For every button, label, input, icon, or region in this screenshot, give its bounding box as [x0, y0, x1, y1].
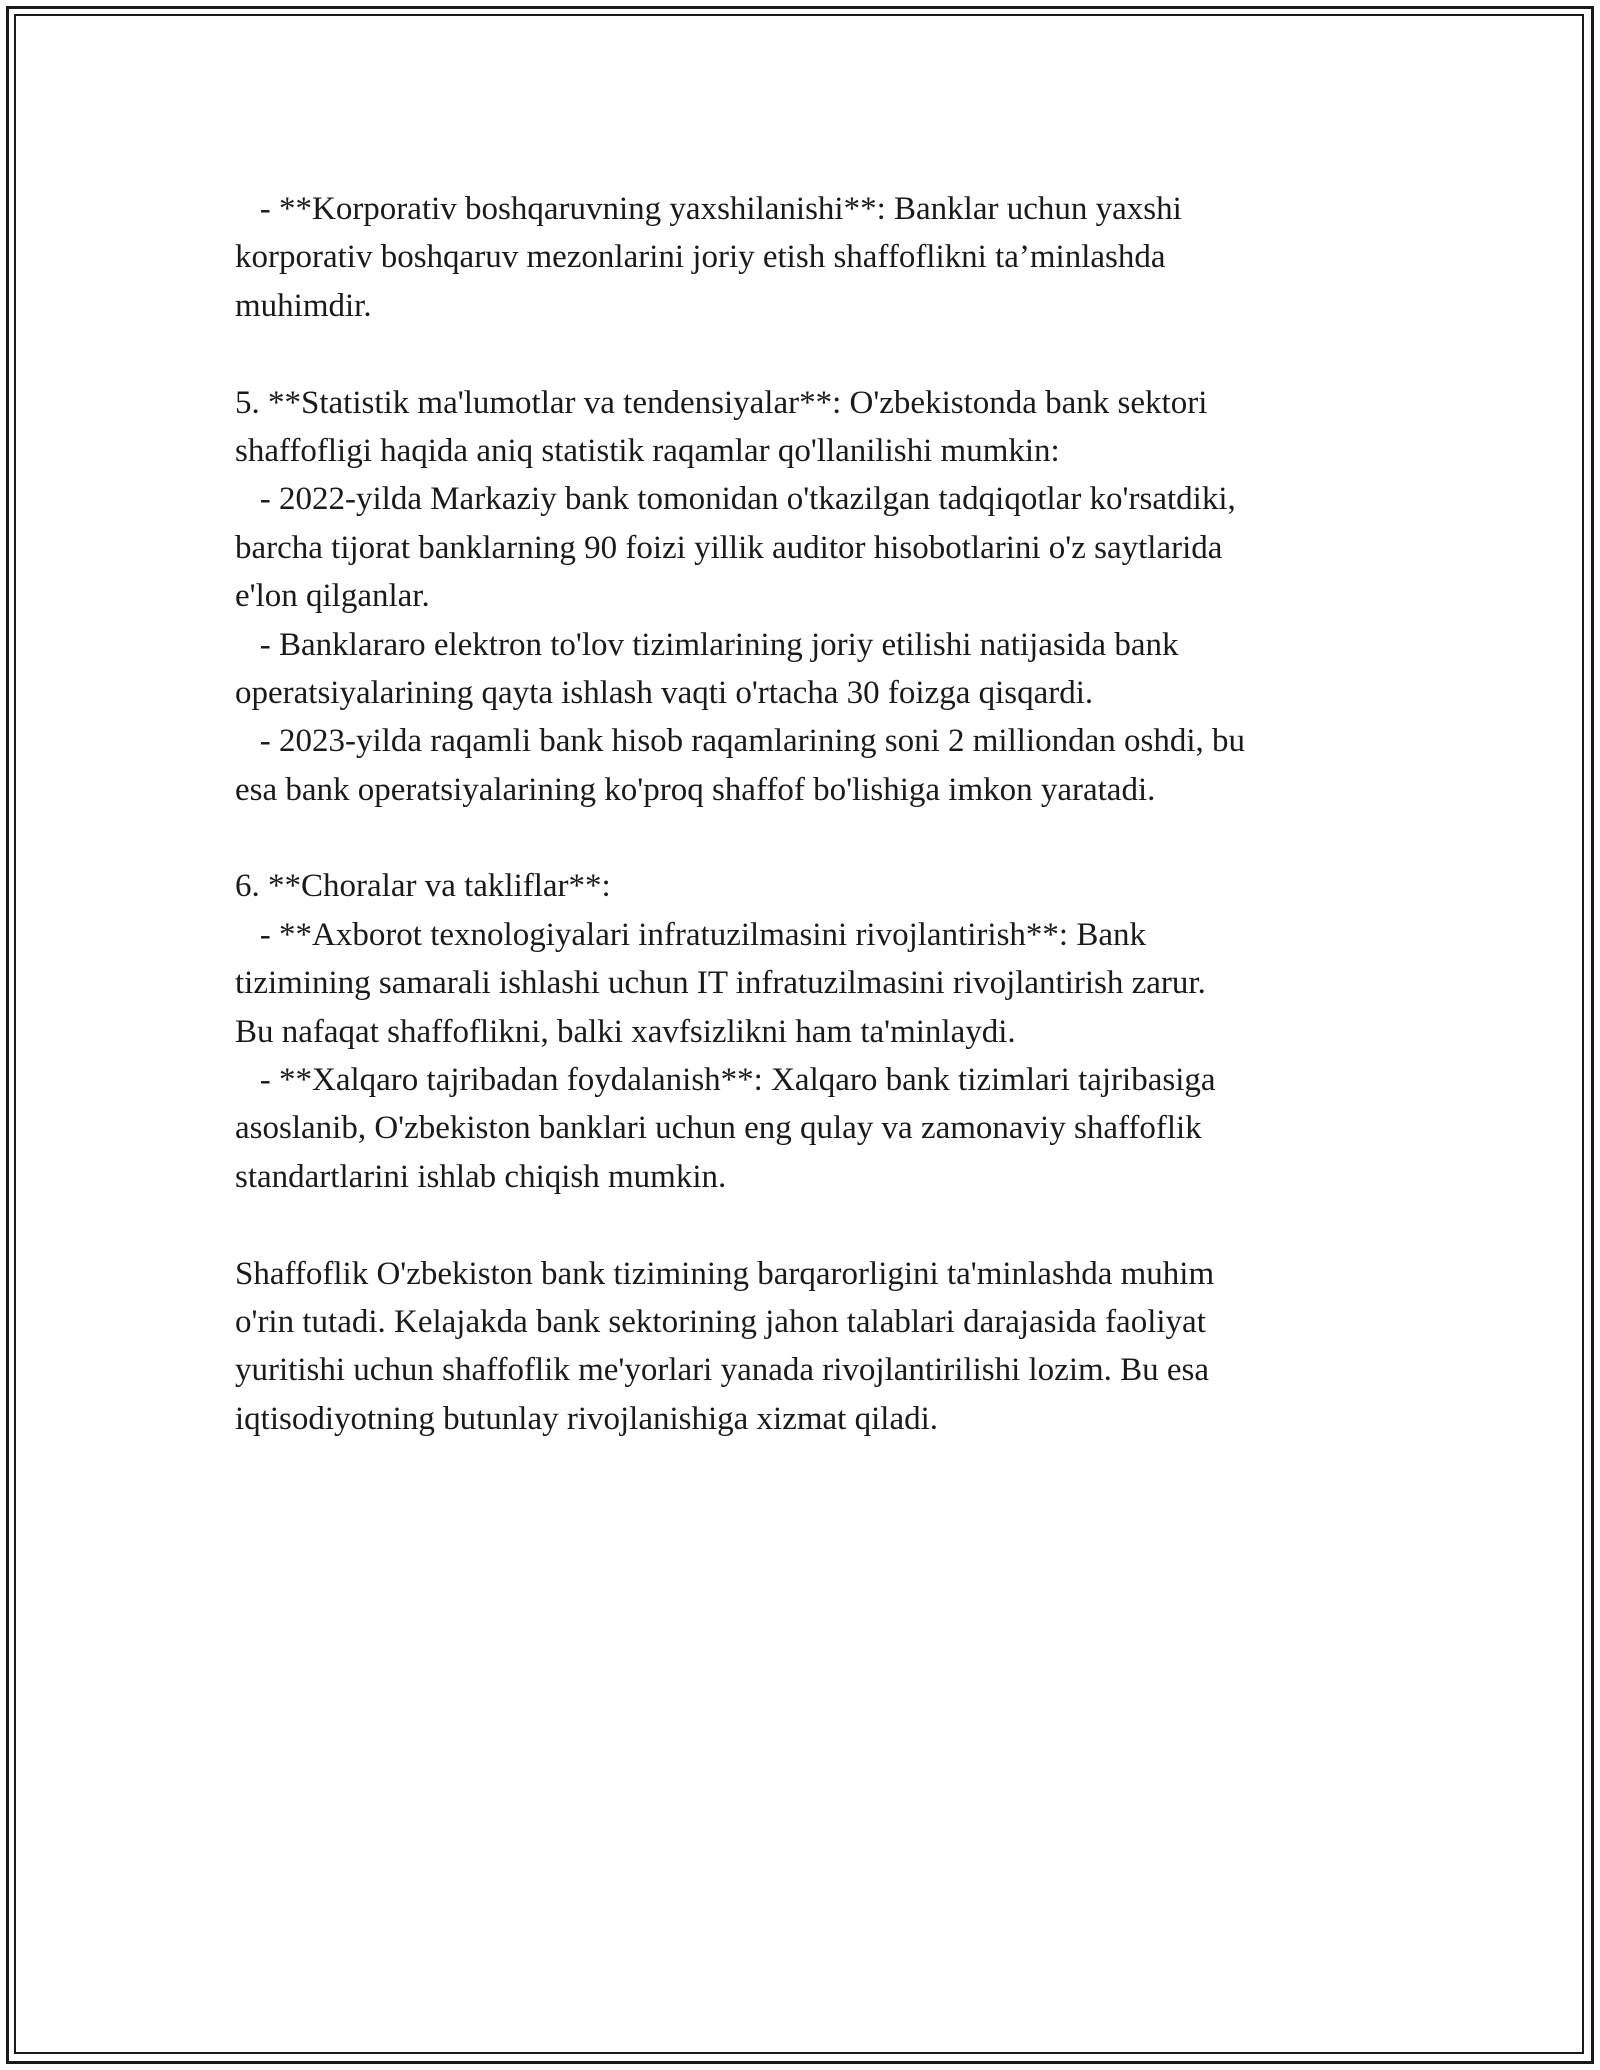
text-line: shaffofligi haqida aniq statistik raqamlar qo'llanilishi mumkin: — [235, 432, 1060, 469]
measures-section — [235, 862, 1375, 1201]
text-line: - Banklararo elektron to'lov tizimlarining joriy etilishi natijasida bank — [235, 626, 1179, 663]
text-line: - 2022-yilda Markaziy bank tomonidan o'tkazilgan tadqiqotlar ko'rsatdiki, — [235, 481, 1236, 518]
text-line: korporativ boshqaruv mezonlarini joriy etish shaffoflikni ta’minlashda — [235, 239, 1166, 276]
text-line: tizimining samarali ishlashi uchun IT infratuzilmasini rivojlantirish zarur. — [235, 965, 1206, 1002]
text-line: - **Axborot texnologiyalari infratuzilmasini rivojlantirish**: Bank — [235, 916, 1146, 953]
text-line: Shaffoflik O'zbekiston bank tizimining barqarorligini ta'minlashda muhim — [235, 1255, 1215, 1292]
text-line: - **Korporativ boshqaruvning yaxshilanishi**: Banklar uchun yaxshi — [235, 191, 1182, 227]
paragraph-spacer — [235, 814, 1375, 862]
text-line: Bu nafaqat shaffoflikni, balki xavfsizlikni ham ta'minlaydi. — [235, 1013, 1016, 1050]
document-body — [235, 185, 1375, 1443]
corporate-governance-item — [235, 185, 1375, 330]
text-line: standartlarini ishlab chiqish mumkin. — [235, 1158, 727, 1195]
text-line: esa bank operatsiyalarining ko'proq shaffof bo'lishiga imkon yaratadi. — [235, 771, 1156, 808]
text-line: yuritishi uchun shaffoflik me'yorlari yanada rivojlantirilishi lozim. Bu esa — [235, 1352, 1210, 1389]
text-line: iqtisodiyotning butunlay rivojlanishiga xizmat qiladi. — [235, 1400, 939, 1437]
text-line: o'rin tutadi. Kelajakda bank sektorining jahon talablari darajasida faoliyat — [235, 1303, 1206, 1340]
text-line: operatsiyalarining qayta ishlash vaqti o'rtacha 30 foizga qisqardi. — [235, 674, 1094, 711]
text-line: - **Xalqaro tajribadan foydalanish**: Xalqaro bank tizimlari tajribasiga — [235, 1062, 1216, 1099]
text-line: e'lon qilganlar. — [235, 578, 430, 615]
text-line: muhimdir. — [235, 287, 372, 324]
paragraph-spacer — [235, 1201, 1375, 1249]
statistics-section — [235, 379, 1375, 815]
section-heading-line: 5. **Statistik ma'lumotlar va tendensiyalar**: O'zbekistonda bank sektori — [235, 384, 1208, 421]
section-heading-line: 6. **Choralar va takliflar**: — [235, 868, 611, 905]
paragraph-spacer — [235, 330, 1375, 378]
conclusion-paragraph — [235, 1250, 1375, 1444]
text-line: asoslanib, O'zbekiston banklari uchun eng qulay va zamonaviy shaffoflik — [235, 1110, 1202, 1147]
text-line: barcha tijorat banklarning 90 foizi yillik auditor hisobotlarini o'z saytlarida — [235, 529, 1223, 566]
text-line: - 2023-yilda raqamli bank hisob raqamlarining soni 2 milliondan oshdi, bu — [235, 723, 1246, 760]
